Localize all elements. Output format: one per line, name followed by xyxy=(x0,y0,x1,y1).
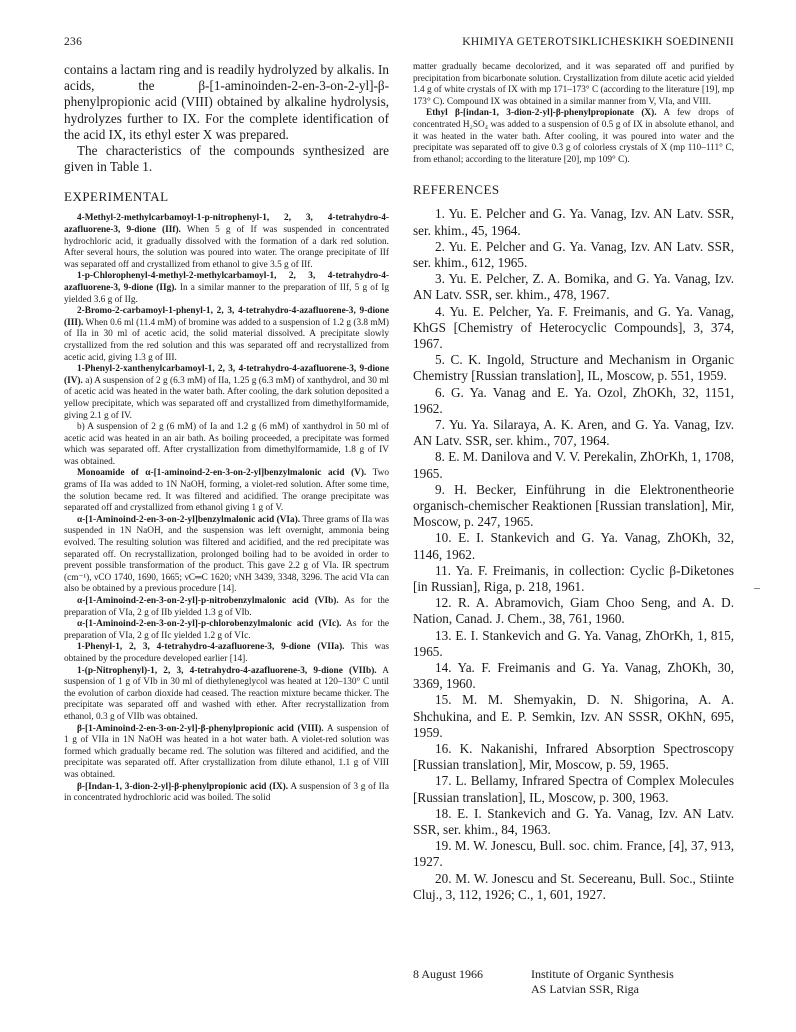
procedure-text: a) A suspension of 2 g (6.3 mM) of IIa, 1.25 g (6.3 mM) of xanthydrol, and 30 ml of acetic acid was heated in the water bath. After cooling, the dark solution deposited a yellow precipitate, which was separated off and crystallized from dimethylformamide, giving 2.1 g of IV. xyxy=(64,375,390,421)
reference-item: 20. M. W. Jonescu and St. Secereanu, Bull. Soc., Stiinte Cluj., 3, 112, 1926; C., 1, 601, 1927. xyxy=(413,870,734,902)
page-number: 236 xyxy=(64,36,83,48)
journal-title: KHIMIYA GETEROTSIKLICHESKIKH SOEDINENII xyxy=(462,36,734,48)
procedure-text: As for the preparation of VIa, 2 g of IIc yielded 1.2 g of VIc. xyxy=(64,619,389,641)
experimental-paragraph xyxy=(64,619,389,642)
reference-item: 10. E. I. Stankevich and G. Ya. Vanag, ZhOKh, 32, 1146, 1962. xyxy=(413,530,734,562)
procedure-text: Two grams of IIa was added to 1N NaOH, forming, a violet-red solution. After some time, the solution became red. It was filtered and acidified. The orange precipitate was separated off and crystallized from ethanol giving 1 g of V. xyxy=(64,468,390,514)
procedure-text: A few drops of concentrated H₂SO₄ was added to a suspension of 0.5 g of IX in absolute ethanol, and it was heated in the water bath. After cooling, it was poured into water and the precipitate was separated off to give 0.3 g of colorless crystals of X (mp 110–111° C, from ethanol; according to the literature [20], mp 109° C). xyxy=(413,108,735,165)
compound-title: 1-Phenyl-1, 2, 3, 4-tetrahydro-4-azafluorene-3, 9-dione (VIIa). xyxy=(77,642,345,653)
references-heading: REFERENCES xyxy=(413,182,500,198)
experimental-paragraph xyxy=(64,468,389,514)
institute-affiliation xyxy=(531,967,734,997)
experimental-paragraph xyxy=(64,596,389,619)
intro-paragraph: contains a lactam ring and is readily hydrolyzed by alkalis. In acids, the β-[1-aminoinden-2-en-3-on-2-yl]-β-phenylpropionic acid (VIII) obtained by alkaline hydrolysis, hydrolyzes further to IX. For the complete identification of the acid IX, its ethyl ester X was prepared. xyxy=(64,62,389,142)
experimental-paragraph xyxy=(64,666,389,724)
reference-item: 11. Ya. F. Freimanis, in collection: Cyclic β-Diketones [in Russian], Riga, p. 218, 1961. xyxy=(413,562,734,595)
experimental-section xyxy=(64,213,389,804)
procedure-text: This was obtained by the procedure developed earlier [14]. xyxy=(64,642,390,664)
experimental-heading: EXPERIMENTAL xyxy=(64,189,169,205)
compound-title: Monoamide of α-[1-aminoind-2-en-3-on-2-yl]benzylmalonic acid (V). xyxy=(77,468,367,479)
reference-item: 19. M. W. Jonescu, Bull. soc. chim. France, [4], 37, 913, 1927. xyxy=(413,838,734,870)
compound-title: α-[1-Aminoind-2-en-3-on-2-yl]benzylmalonic acid (VIa). xyxy=(77,514,301,525)
left-column xyxy=(64,62,389,805)
institute-line: AS Latvian SSR, Riga xyxy=(531,982,640,996)
reference-item: 13. E. I. Stankevich and G. Ya. Vanag, ZhOrKh, 1, 815, 1965. xyxy=(413,627,734,659)
compound-title: 4-Methyl-2-methylcarbamoyl-1-p-nitrophenyl-1, 2, 3, 4-tetrahydro-4-azafluorene-3, 9-dione (IIf). xyxy=(64,213,389,236)
procedure-text: matter gradually became decolorized, and it was separated off and purified by precipitation from bicarbonate solution. Crystallization from dilute acetic acid yielded 1.4 g of white crystals of IX with mp 171–173° C (according to the literature [19], mp 173° C). Compound IX was obtained in a similar manner from V, VIa, and VIII. xyxy=(413,62,734,107)
experimental-paragraph xyxy=(64,213,389,271)
right-column xyxy=(413,62,734,903)
experimental-paragraph xyxy=(64,422,389,468)
experimental-paragraph xyxy=(64,782,389,805)
reference-item: 14. Ya. F. Freimanis and G. Ya. Vanag, ZhOKh, 30, 3369, 1960. xyxy=(413,660,734,692)
received-date: 8 August 1966 xyxy=(413,967,484,981)
reference-item: 6. G. Ya. Vanag and E. Ya. Ozol, ZhOKh, 32, 1151, 1962. xyxy=(413,384,734,416)
experimental-continuation xyxy=(413,62,734,166)
procedure-text: When 0.6 ml (11.4 mM) of bromine was added to a suspension of 1.2 g (3.8 mM) of IIa in 30 ml of acetic acid, the solid material dissolved. A precipitate slowly crystallized from the red solution and this was separated off and recrystallized from acetic acid, giving 1.3 g of III. xyxy=(64,317,389,363)
reference-item: 8. E. M. Danilova and V. V. Perekalin, ZhOrKh, 1, 1708, 1965. xyxy=(413,449,735,481)
experimental-paragraph xyxy=(64,364,389,422)
experimental-paragraph xyxy=(413,108,734,166)
procedure-text: A suspension of 1 g of VIIa in 1N NaOH was heated in a hot water bath. A violet-red solution was formed which gradually became red. The solution was filtered and acidified, and the precipitate was separated off. After crystallization from dilute ethanol, 1.1 g of VIII was obtained. xyxy=(64,723,389,780)
compound-title: 1-Phenyl-2-xanthenylcarbamoyl-1, 2, 3, 4-tetrahydro-4-azafluorene-3, 9-dione (IV). xyxy=(64,364,389,386)
experimental-paragraph xyxy=(64,642,389,665)
procedure-text: When 5 g of If was suspended in concentrated hydrochloric acid, it gradually dissolved with the formation of a dark red solution. After several hours, the solution was poured into water. The orange precipitate of IIf was separated off and crystallized from ethanol to give 3.5 g of IIf. xyxy=(64,225,389,270)
experimental-paragraph xyxy=(64,306,389,364)
procedure-text: b) A suspension of 2 g (6 mM) of Ia and 1.2 g (6 mM) of xanthydrol in 50 ml of acetic acid was heated in an air bath. As boiling proceeded, a precipitate was formed which was separated off. After crystallization from dimethylformamide, 1.8 g of IV was obtained. xyxy=(64,422,389,467)
reference-item: 17. L. Bellamy, Infrared Spectra of Complex Molecules [Russian translation], IL, Moscow, p. 300, 1963. xyxy=(413,773,734,805)
compound-title: 1-p-Chlorophenyl-4-methyl-2-methylcarbamoyl-1, 2, 3, 4-tetrahydro-4-azafluorene-3, 9-dione (IIg). xyxy=(64,271,389,293)
reference-item: 7. Yu. Ya. Silaraya, A. K. Aren, and G. Ya. Vanag, Izv. AN Latv. SSR, ser. khim., 707, 1964. xyxy=(413,416,734,449)
procedure-text: As for the preparation of VIa, 2 g of IIb yielded 1.3 g of VIb. xyxy=(64,596,390,618)
experimental-paragraph xyxy=(64,724,389,782)
compound-title: Ethyl β-[indan-1, 3-dion-2-yl]-β-phenylpropionate (X). xyxy=(426,108,657,119)
compound-title: 2-Bromo-2-carbamoyl-1-phenyl-1, 2, 3, 4-tetrahydro-4-azafluorene-3, 9-dione (III). xyxy=(64,306,389,328)
procedure-text: A suspension of 1 g of VIb in 30 ml of diethyleneglycol was heated at 120–130° C until the evolution of carbon dioxide had ceased. The reaction mixture became thicker. The precipitate was separated off and washed with ether. After recrystallization from ethanol, 0.3 g of VIIb was obtained. xyxy=(64,665,389,722)
reference-item: 15. M. M. Shemyakin, D. N. Shigorina, A. A. Shchukina, and E. P. Semkin, Izv. AN SSSR, OKhN, 695, 1959. xyxy=(413,692,734,740)
references-list xyxy=(413,206,734,903)
experimental-paragraph xyxy=(64,271,389,306)
compound-title: β-[Indan-1, 3-dion-2-yl]-β-phenylpropionic acid (IX). xyxy=(77,781,289,792)
reference-item: 12. R. A. Abramovich, Giam Choo Seng, and A. D. Nation, Canad. J. Chem., 38, 761, 1960. xyxy=(413,595,734,627)
page-header xyxy=(64,36,734,52)
reference-item: 3. Yu. E. Pelcher, Z. A. Bomika, and G. Ya. Vanag, Izv. AN Latv. SSR, ser. khim., 478, 1967. xyxy=(413,271,734,303)
institute-line: Institute of Organic Synthesis xyxy=(531,967,674,981)
compound-title: β-[1-Aminoind-2-en-3-on-2-yl]-β-phenylpropionic acid (VIII). xyxy=(77,723,324,734)
reference-item: 9. H. Becker, Einführung in die Elektronentheorie organisch-chemischer Reaktionen [Russian translation], Mir, Moscow, p. 247, 1965. xyxy=(413,481,734,530)
reference-item: 5. C. K. Ingold, Structure and Mechanism in Organic Chemistry [Russian translation], IL, Moscow, p. 551, 1959. xyxy=(413,352,734,384)
experimental-paragraph xyxy=(64,515,389,596)
intro-paragraph: The characteristics of the compounds synthesized are given in Table 1. xyxy=(64,143,389,175)
reference-item: 4. Yu. E. Pelcher, Ya. F. Freimanis, and G. Ya. Vanag, KhGS [Chemistry of Heterocyclic Compounds], 3, 374, 1967. xyxy=(413,303,734,351)
compound-title: α-[1-Aminoind-2-en-3-on-2-yl]-p-nitrobenzylmalonic acid (VIb). xyxy=(77,596,339,607)
compound-title: α-[1-Aminoind-2-en-3-on-2-yl]-p-chlorobenzylmalonic acid (VIc). xyxy=(77,619,342,630)
procedure-text: A suspension of 3 g of IIa in concentrated hydrochloric acid was boiled. The solid xyxy=(64,781,389,804)
margin-mark xyxy=(754,588,760,589)
reference-item: 2. Yu. E. Pelcher and G. Ya. Vanag, Izv. AN Latv. SSR, ser. khim., 612, 1965. xyxy=(413,238,734,270)
procedure-text: In a similar manner to the preparation of IIf, 5 g of Ig yielded 3.6 g of IIg. xyxy=(64,282,389,305)
procedure-text: Three grams of IIa was suspended in 1N NaOH, and the suspension was left overnight, ammonia being evolved. The resulting solution was filtered and acidified, and the red precipitate was separated off. On recrystallization, prolonged boiling had to be avoided in order to prevent possible transformation of the product. This gave 2.2 g of VIa. IR spectrum (cm⁻¹), νCO 1740, 1690, 1665; νC═C 1620; νNH 3439, 3348, 3296. The acid VIa can also be obtained by a previous procedure [14]. xyxy=(64,514,389,595)
reference-item: 18. E. I. Stankevich and G. Ya. Vanag, Izv. AN Latv. SSR, ser. khim., 84, 1963. xyxy=(413,805,734,838)
reference-item: 1. Yu. E. Pelcher and G. Ya. Vanag, Izv. AN Latv. SSR, ser. khim., 45, 1964. xyxy=(413,206,734,238)
experimental-paragraph xyxy=(413,62,734,108)
compound-title: 1-(p-Nitrophenyl)-1, 2, 3, 4-tetrahydro-4-azafluorene-3, 9-dione (VIIb). xyxy=(77,665,377,676)
reference-item: 16. K. Nakanishi, Infrared Absorption Spectroscopy [Russian translation], Mir, Moscow, p. 59, 1965. xyxy=(413,741,734,773)
